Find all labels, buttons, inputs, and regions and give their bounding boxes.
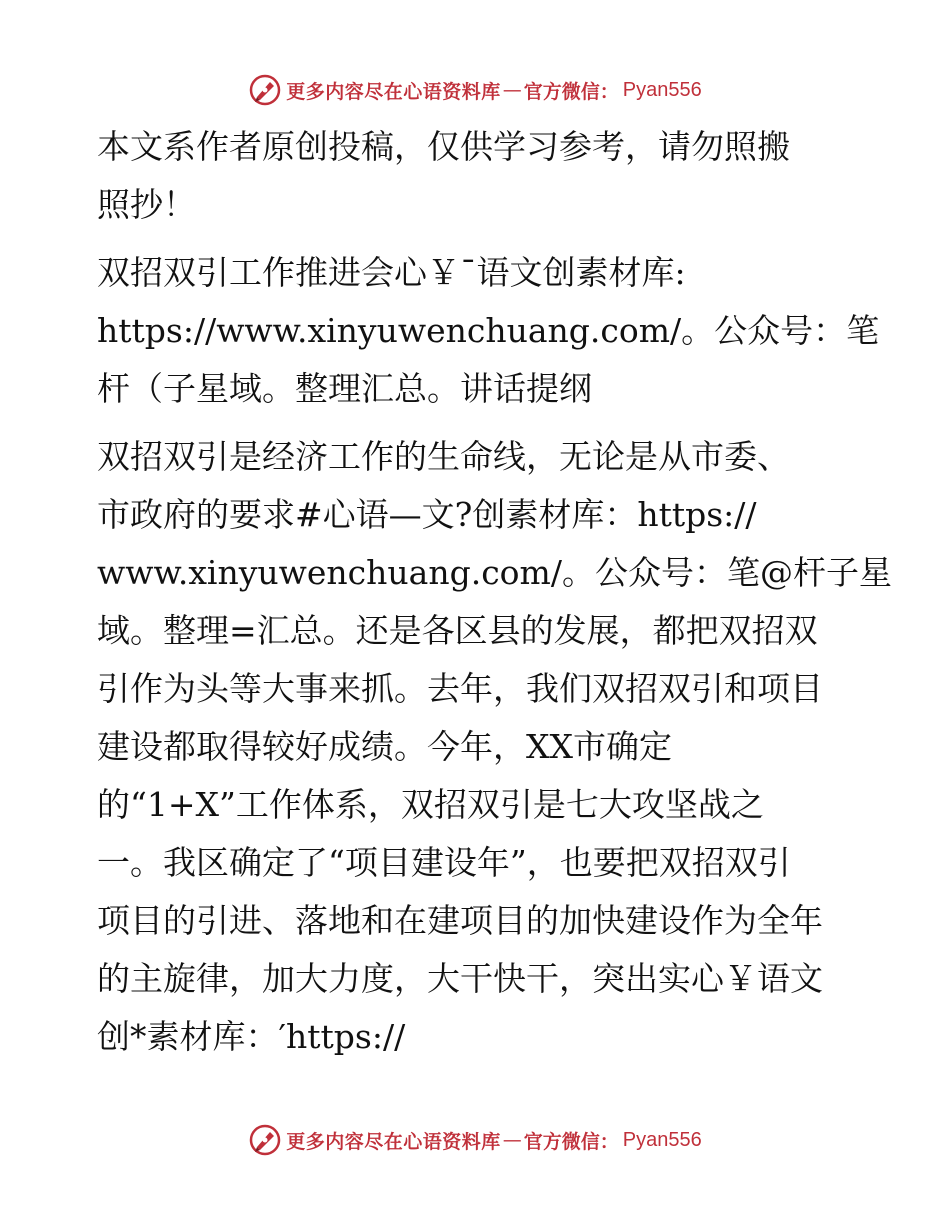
header-banner [0, 70, 950, 110]
banner-dash: — [502, 1129, 522, 1151]
text-line: www.xinyuwenchuang.com/。公众号：笔@杆子星 [97, 553, 892, 592]
paragraph-main [97, 428, 892, 1066]
text-line: 域。整理=汇总。还是各区县的发展，都把双招双 [97, 611, 818, 650]
banner-slogan: 更多内容尽在心语资料库 [286, 80, 501, 103]
banner-official-label: 官方微信： [523, 1130, 619, 1153]
document-body [97, 118, 892, 1076]
text-line: 引作为头等大事来抓。去年，我们双招双引和项目 [97, 669, 823, 708]
text-line: 杆（子星域。整理汇总。讲话提纲 [97, 369, 592, 408]
footer-banner [0, 1120, 950, 1160]
pen-nib-logo-icon [248, 1123, 282, 1157]
banner-official-label: 官方微信： [523, 80, 619, 103]
banner-wechat-id: Pyan556 [622, 1128, 702, 1151]
text-line: 本文系作者原创投稿，仅供学习参考，请勿照搬 [97, 127, 790, 166]
text-line: 双招双引是经济工作的生命线，无论是从市委、 [97, 437, 790, 476]
pen-nib-logo-icon [248, 73, 282, 107]
paragraph-title [97, 244, 880, 418]
text-line: 项目的引进、落地和在建项目的加快建设作为全年 [97, 901, 823, 940]
text-line: 双招双引工作推进会心￥¯语文创素材库: [97, 253, 686, 292]
text-line: 市政府的要求#心语—文?创素材库：https:// [97, 495, 757, 534]
text-line: 建设都取得较好成绩。今年，XX市确定 [97, 727, 672, 766]
banner-dash: — [502, 79, 522, 101]
banner-slogan: 更多内容尽在心语资料库 [286, 1130, 501, 1153]
text-line: 创*素材库：′https:// [97, 1017, 406, 1056]
text-line: 照抄！ [97, 185, 196, 224]
text-line: https://www.xinyuwenchuang.com/。公众号：笔 [97, 311, 880, 350]
paragraph-notice [97, 118, 857, 234]
text-line: 一。我区确定了“项目建设年”，也要把双招双引 [97, 843, 791, 882]
text-line: 的主旋律，加大力度，大干快干，突出实心￥语文 [97, 959, 823, 998]
text-line: 的“1+X”工作体系，双招双引是七大攻坚战之 [97, 785, 764, 824]
banner-wechat-id: Pyan556 [622, 78, 702, 101]
